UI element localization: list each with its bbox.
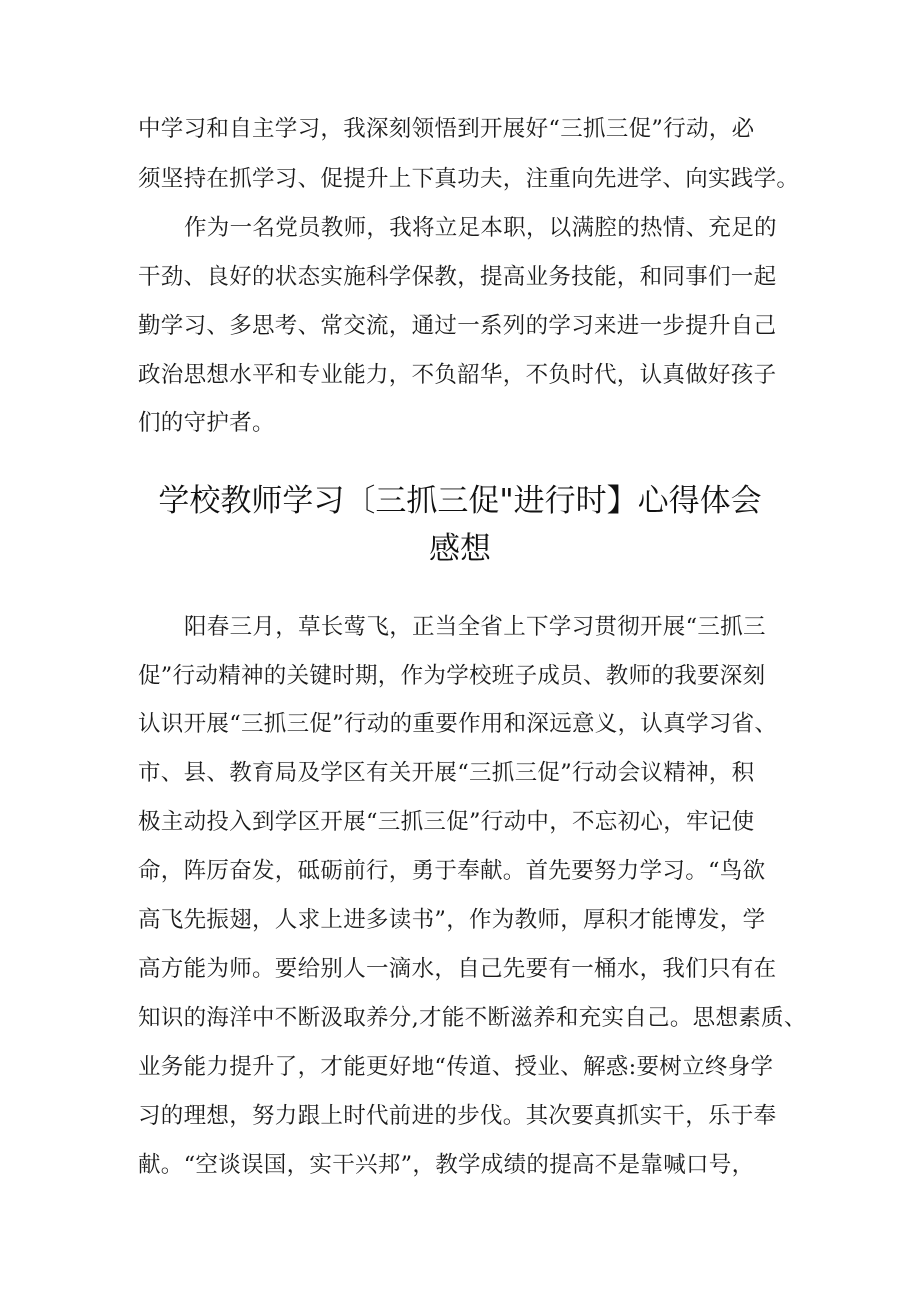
text-line: 勤学习、多思考、常交流，通过一系列的学习来进一步提升自己 <box>138 313 777 339</box>
text-line: 中学习和自主学习，我深刻领悟到开展好“三抓三促”行动，必 <box>138 116 755 142</box>
document-title-line-1: 学校教师学习〔三抓三促"进行时】心得体会 <box>158 483 762 519</box>
text-line: 极主动投入到学区开展“三抓三促”行动中，不忘初心，牢记使 <box>138 809 755 835</box>
text-line: 高方能为师。要给别人一滴水，自己先要有一桶水，我们只有在 <box>138 956 777 982</box>
text-line: 阳春三月，草长莺飞，正当全省上下学习贯彻开展“三抓三 <box>184 614 766 640</box>
text-line: 习的理想，努力跟上时代前进的步伐。其次要真抓实干，乐于奉 <box>138 1103 777 1129</box>
text-line: 命，阵厉奋发，砥砺前行，勇于奉献。首先要努力学习。“鸟欲 <box>138 858 766 884</box>
text-line: 知识的海洋中不断汲取养分,才能不断滋养和充实自己。思想素质、 <box>138 1005 807 1031</box>
text-line: 政治思想水平和专业能力，不负韶华，不负时代，认真做好孩子 <box>138 362 777 388</box>
text-line: 作为一名党员教师，我将立足本职，以满腔的热情、充足的 <box>184 215 777 241</box>
text-line: 认识开展“三抓三促”行动的重要作用和深远意义，认真学习省、 <box>138 711 778 737</box>
text-line: 促”行动精神的关键时期，作为学校班子成员、教师的我要深刻 <box>138 663 766 689</box>
text-line: 献。“空谈误国，实干兴邦”，教学成绩的提高不是靠喊口号， <box>138 1152 755 1178</box>
text-line: 高飞先振翅，人求上进多读书”，作为教师，厚积才能博发，学 <box>138 907 766 933</box>
document-title-line-2: 感想 <box>429 531 491 567</box>
text-line: 们的守护者。 <box>138 410 275 436</box>
text-line: 市、县、教育局及学区有关开展“三抓三促”行动会议精神，积 <box>138 760 755 786</box>
text-line: 干劲、良好的状态实施科学保教，提高业务技能，和同事们一起 <box>138 264 777 290</box>
text-line: 业务能力提升了，才能更好地“传道、授业、解惑:要树立终身学 <box>138 1054 774 1080</box>
text-line: 须坚持在抓学习、促提升上下真功夫，注重向先进学、向实践学。 <box>138 166 800 192</box>
